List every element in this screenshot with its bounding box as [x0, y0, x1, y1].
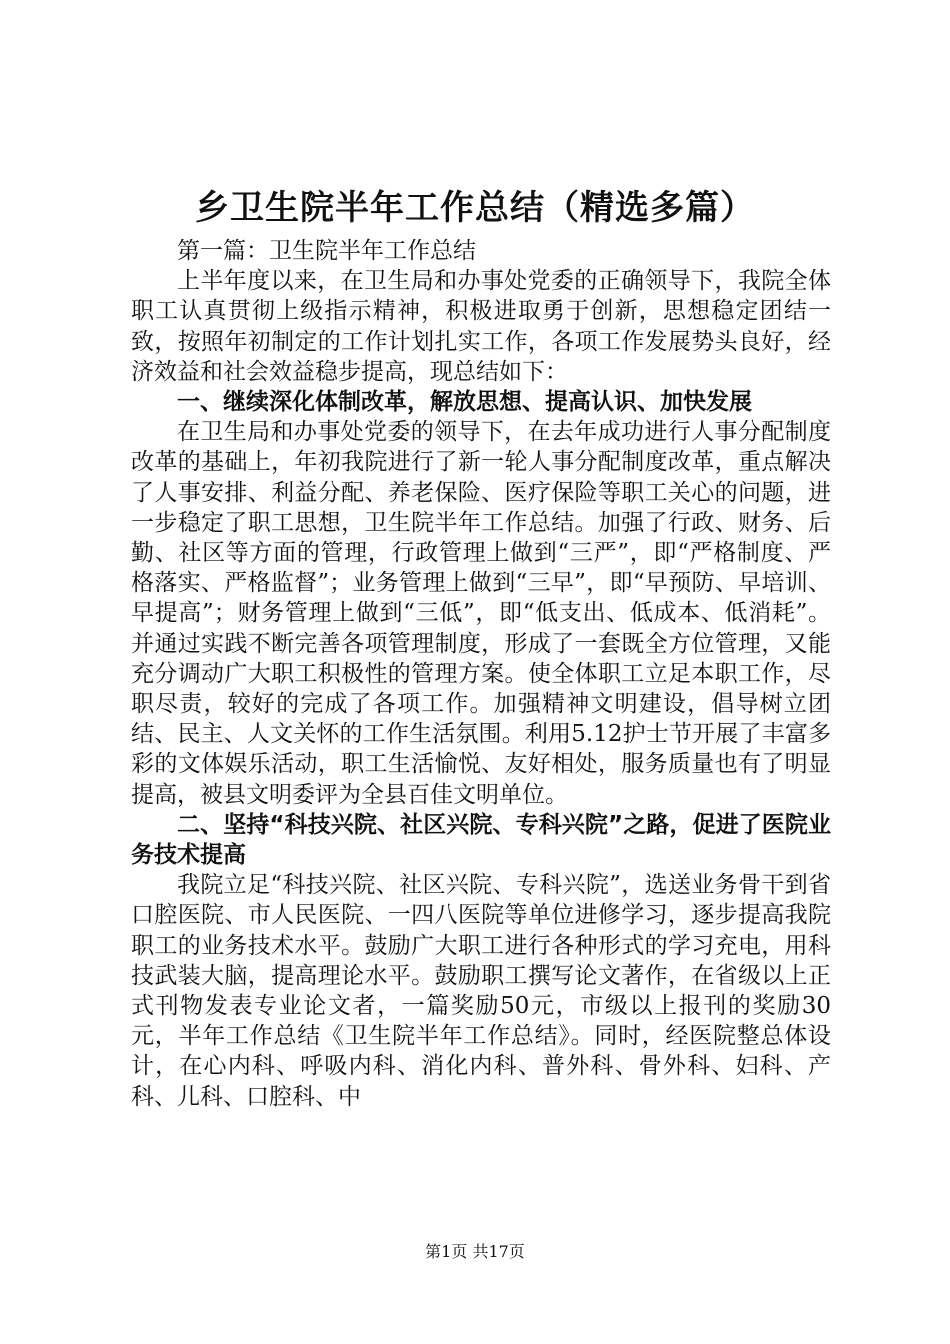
section-subtitle: 第一篇：卫生院半年工作总结: [177, 238, 476, 264]
heading-section-1: 一、继续深化体制改革，解放思想、提高认识、加快发展: [177, 389, 752, 416]
document-body: [131, 236, 831, 1112]
heading-section-2: 二、坚持“科技兴院、社区兴院、专科兴院”之路，促进了医院业务技术提高: [131, 811, 831, 869]
paragraph-section-1: 在卫生局和办事处党委的领导下，在去年成功进行人事分配制度改革的基础上，年初我院进行了新一轮人事分配制度改革，重点解决了人事安排、利益分配、养老保险、医疗保险等职工关心的问题，进一步稳定了职工思想，卫生院半年工作总结。加强了行政、财务、后勤、社区等方面的管理，行政管理上做到“三严”，即“严格制度、严格落实、严格监督”；业务管理上做到“三早”，即“早预防、早培训、早提高”；财务管理上做到“三低”，即“低支出、低成本、低消耗”。并通过实践不断完善各项管理制度，形成了一套既全方位管理，又能充分调动广大职工积极性的管理方案。使全体职工立足本职工作，尽职尽责，较好的完成了各项工作。加强精神文明建设，倡导树立团结、民主、人文关怀的工作生活氛围。利用5.12护士节开展了丰富多彩的文体娱乐活动，职工生活愉悦、友好相处，服务质量也有了明显提高，被县文明委评为全县百佳文明单位。: [131, 419, 831, 808]
page-footer: 第1页 共17页: [425, 1242, 525, 1261]
paragraph-intro: 上半年度以来，在卫生局和办事处党委的正确领导下，我院全体职工认真贯彻上级指示精神，积极进取勇于创新，思想稳定团结一致，按照年初制定的工作计划扎实工作，各项工作发展势头良好，经济效益和社会效益稳步提高，现总结如下：: [131, 268, 831, 385]
document-title: 乡卫生院半年工作总结（精选多篇）: [195, 188, 755, 228]
paragraph-section-2: 我院立足“科技兴院、社区兴院、专科兴院”，选送业务骨干到省口腔医院、市人民医院、一四八医院等单位进修学习，逐步提高我院职工的业务技术水平。鼓励广大职工进行各种形式的学习充电，用科技武装大脑，提高理论水平。鼓励职工撰写论文著作，在省级以上正式刊物发表专业论文者，一篇奖励50元，市级以上报刊的奖励30元，半年工作总结《卫生院半年工作总结》。同时，经医院整总体设计，在心内科、呼吸内科、消化内科、普外科、骨外科、妇科、产科、儿科、口腔科、中: [131, 872, 831, 1110]
